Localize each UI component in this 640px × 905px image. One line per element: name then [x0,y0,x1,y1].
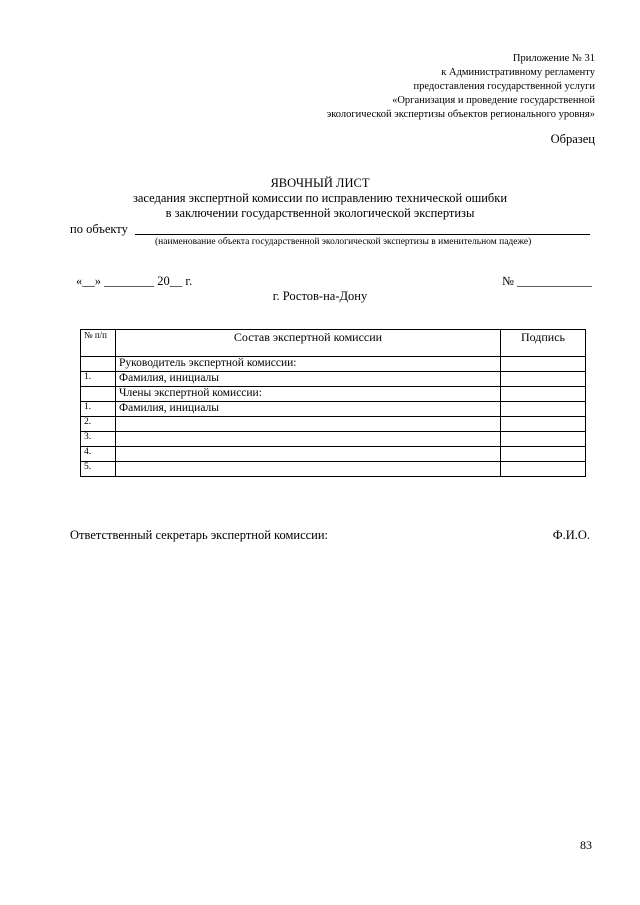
title-heading: ЯВОЧНЫЙ ЛИСТ [270,176,370,190]
sample-label: Образец [550,132,595,146]
row-signature [501,372,586,387]
row-text: Фамилия, инициалы [116,372,501,387]
table-row [81,432,586,447]
row-text [116,417,501,432]
page-number: 83 [580,838,592,852]
appendix-line: предоставления государственной услуги [413,81,595,92]
table-row [81,447,586,462]
row-number: 2. [81,417,116,432]
table-row [81,372,586,387]
row-signature [501,402,586,417]
row-number: 5. [81,462,116,477]
appendix-line: Приложение № 31 [512,53,595,64]
city-label: г. Ростов-на-Дону [272,289,368,303]
title-line: в заключении государственной экологической экспертизы [165,206,475,220]
row-number [81,387,116,402]
row-number: 4. [81,447,116,462]
title-line: заседания экспертной комиссии по исправлению технической ошибки [132,191,508,205]
appendix-header [327,52,595,122]
row-text: Руководитель экспертной комиссии: [116,357,501,372]
row-signature [501,357,586,372]
header-number: № п/п [81,330,116,357]
object-underline [135,234,590,235]
object-label: по объекту [70,222,128,236]
secretary-fio: Ф.И.О. [552,528,590,542]
table-row [81,357,586,372]
number-line: № ____________ [502,274,593,288]
row-signature [501,417,586,432]
row-text: Члены экспертной комиссии: [116,387,501,402]
row-number: 3. [81,432,116,447]
row-signature [501,462,586,477]
row-text [116,462,501,477]
row-text: Фамилия, инициалы [116,402,501,417]
row-text [116,432,501,447]
table-row [81,417,586,432]
row-signature [501,447,586,462]
secretary-label: Ответственный секретарь экспертной комиссии: [70,528,329,542]
header-composition: Состав экспертной комиссии [116,330,501,357]
date-line: «__» ________ 20__ г. [76,274,193,288]
appendix-line: к Административному регламенту [441,67,595,78]
document-title [0,176,640,221]
commission-table [80,329,586,477]
row-signature [501,387,586,402]
object-hint: (наименование объекта государственной экологической экспертизы в именительном падеже) [155,237,532,247]
table-row [81,387,586,402]
table-header-row [81,330,586,357]
row-number: 1. [81,372,116,387]
row-text [116,447,501,462]
row-number: 1. [81,402,116,417]
row-number [81,357,116,372]
header-signature: Подпись [501,330,586,357]
appendix-line: экологической экспертизы объектов регионального уровня» [326,109,595,120]
row-signature [501,432,586,447]
table-row [81,402,586,417]
table-row [81,462,586,477]
appendix-line: «Организация и проведение государственной [392,95,595,106]
